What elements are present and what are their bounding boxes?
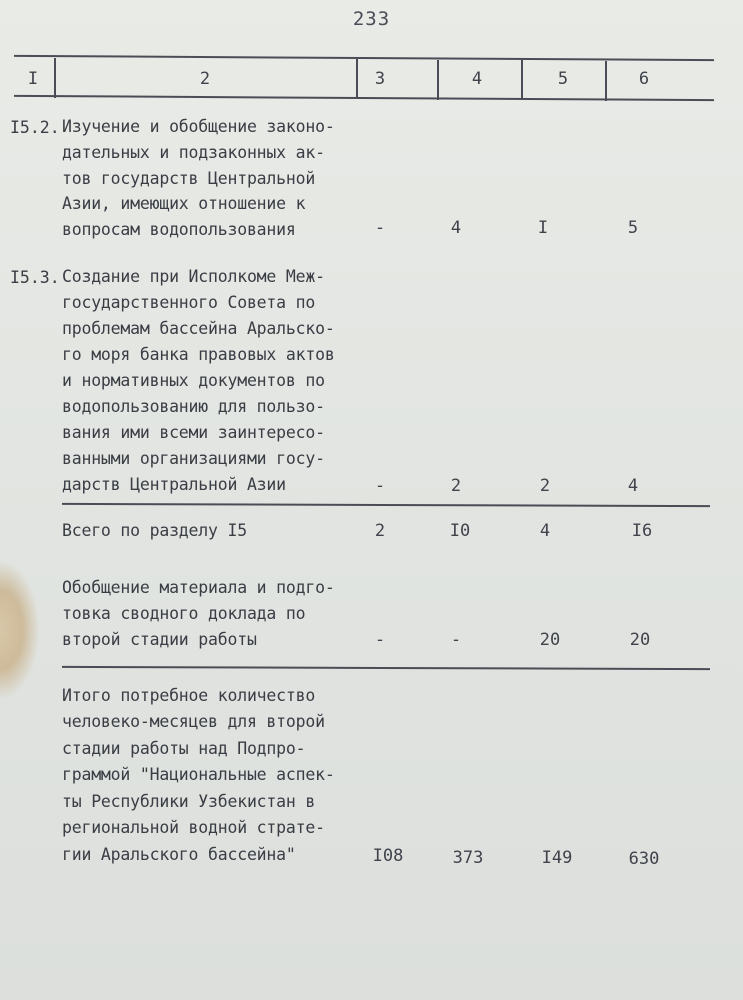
cell-col3: -	[374, 476, 386, 496]
row-text-line: проблемам бассейна Аральско-	[62, 319, 335, 338]
row-text-line: Итого потребное количество	[62, 686, 316, 705]
row-text-line: Изучение и обобщение законо-	[62, 117, 335, 136]
cell-col5: I49	[541, 848, 573, 868]
row-text-line: ванными организациями госу-	[62, 449, 325, 468]
cell-col3: -	[374, 218, 386, 238]
column-header-1: I	[27, 69, 39, 89]
row-text-line: граммой "Национальные аспек-	[62, 765, 335, 784]
column-header-6: 6	[638, 69, 650, 89]
row-text-line: региональной водной страте-	[62, 818, 325, 837]
column-header-3: 3	[374, 69, 386, 89]
cell-col3: I08	[372, 846, 404, 866]
cell-col5: 4	[539, 521, 551, 541]
row-text-line: вания ими всеми заинтересо-	[62, 423, 325, 442]
section-divider	[62, 503, 710, 507]
row-text-line: второй стадии работы	[62, 630, 257, 649]
column-header-2: 2	[199, 69, 211, 89]
row-text-line: дарств Центральной Азии	[62, 475, 286, 494]
cell-col3: 2	[374, 521, 386, 541]
row-text-line: тов государств Центральной	[62, 169, 316, 188]
cell-col4: 4	[450, 218, 462, 238]
column-header-4: 4	[471, 69, 483, 89]
cell-col5: I	[537, 218, 549, 238]
row-text-line: стадии работы над Подпро-	[62, 739, 306, 758]
cell-col4: I0	[449, 521, 471, 541]
row-text-line: вопросам водопользования	[62, 220, 296, 239]
header-divider-3	[437, 60, 439, 100]
row-number: I5.3.	[10, 268, 60, 287]
header-divider-4	[521, 60, 523, 100]
row-text-line: го моря банка правовых актов	[62, 345, 335, 364]
cell-col6: 5	[627, 218, 639, 238]
row-text-line: товка сводного доклада по	[62, 604, 306, 623]
header-divider-5	[605, 61, 607, 101]
row-text-line: дательных и подзаконных ак-	[62, 143, 325, 162]
row-text-line: и нормативных документов по	[62, 371, 325, 390]
row-number: I5.2.	[10, 118, 60, 137]
cell-col6: 4	[627, 476, 639, 496]
row-text-line: Обобщение материала и подго-	[62, 578, 335, 597]
row-text-line: ты Республики Узбекистан в	[62, 792, 316, 811]
cell-col6: 630	[628, 849, 660, 869]
cell-col4: 2	[450, 476, 462, 496]
page-number: 233	[352, 8, 391, 30]
header-top-rule	[14, 55, 714, 61]
cell-col4: -	[450, 630, 462, 650]
cell-col3: -	[374, 630, 386, 650]
row-text-line: Азии, имеющих отношение к	[62, 194, 306, 213]
row-text-line: государственного Совета по	[62, 293, 316, 312]
cell-col4: 373	[452, 848, 484, 868]
finger-shadow	[0, 560, 40, 700]
row-text-line: водопользованию для пользо-	[62, 397, 325, 416]
column-header-5: 5	[557, 69, 569, 89]
cell-col5: 2	[539, 476, 551, 496]
row-text-line: гии Аральского бассейна"	[62, 845, 296, 864]
row-text-line: Всего по разделу I5	[62, 521, 247, 540]
header-divider-2	[356, 59, 358, 99]
cell-col5: 20	[539, 630, 561, 650]
section-divider	[62, 666, 710, 670]
cell-col6: 20	[629, 630, 651, 650]
row-text-line: Создание при Исполкоме Меж-	[62, 267, 325, 286]
header-divider-1	[54, 58, 56, 98]
header-bottom-rule	[14, 95, 714, 101]
cell-col6: I6	[631, 521, 653, 541]
row-text-line: человеко-месяцев для второй	[62, 712, 325, 731]
